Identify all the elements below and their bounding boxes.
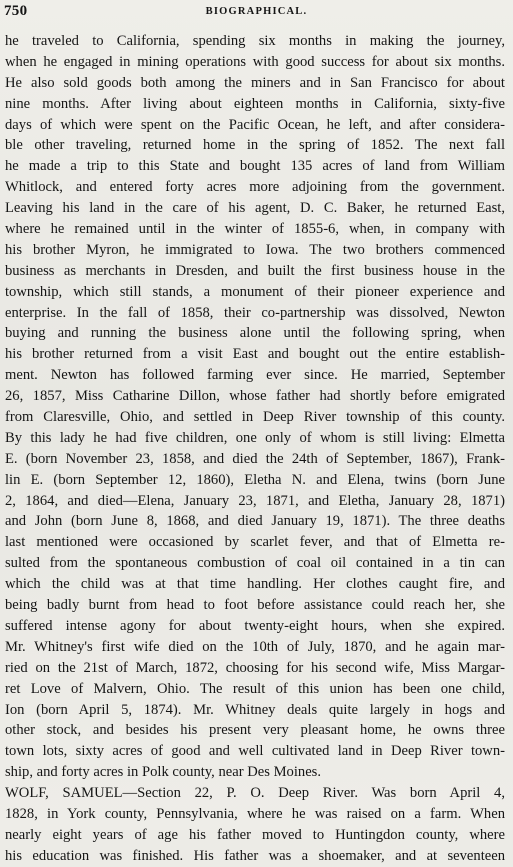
text-line: lin E. (born September 12, 1860), Eletha N. and Elena, twins (born June	[5, 471, 505, 488]
text-line: ship, and forty acres in Polk county, near Des Moines.	[5, 764, 321, 781]
page-header	[4, 3, 509, 19]
text-line: suffered intense agony for about twenty-eight hours, when she expired.	[5, 617, 505, 634]
text-line: He also sold goods both among the miners and in San Francisco for about	[5, 74, 505, 91]
text-line: which the child was at that time handling. Her clothes caught fire, and	[5, 576, 505, 593]
running-head: BIOGRAPHICAL.	[205, 6, 308, 17]
text-line: he traveled to California, spending six months in making the journey,	[5, 33, 505, 49]
text-line: business as merchants in Dresden, and built the first business house in the	[5, 262, 505, 279]
text-line: By this lady he had five children, one only of whom is still living: Elmetta	[5, 429, 505, 446]
text-line: and John (born June 8, 1868, and died January 19, 1871). The three deaths	[5, 513, 505, 530]
text-line: nearly eight years of age his father moved to Huntingdon county, where	[5, 826, 505, 843]
text-line: other stock, and besides his present very pleasant home, he owns three	[5, 722, 505, 739]
text-line: ble other traveling, returned home in the spring of 1852. The next fall	[5, 137, 505, 154]
text-line: days of which were spent on the Pacific Ocean, he left, and after considera-	[5, 116, 505, 133]
text-line: from Claresville, Ohio, and settled in Deep River township of this county.	[5, 409, 505, 426]
text-line: last mentioned were occasioned by scarlet fever, and that of Elmetta re-	[5, 534, 505, 551]
text-line: he made a trip to this State and bought 135 acres of land from William	[5, 158, 505, 175]
text-line: Mr. Whitney's first wife died on the 10th of July, 1870, and he again mar-	[5, 638, 505, 655]
text-line: WOLF, SAMUEL—Section 22, P. O. Deep River. Was born April 4,	[5, 785, 505, 802]
text-line: Ion (born April 5, 1874). Mr. Whitney deals quite largely in hogs and	[5, 701, 505, 718]
body-text	[5, 31, 505, 867]
text-line: ried on the 21st of March, 1872, choosing for his second wife, Miss Margar-	[5, 659, 505, 676]
text-line: his brother returned from a visit East and bought out the entire establish-	[5, 346, 505, 363]
text-line: town lots, sixty acres of good and well cultivated land in Deep River town-	[5, 743, 505, 760]
text-line: 26, 1857, Miss Catharine Dillon, whose father had shortly before emigrated	[5, 388, 505, 405]
text-line: nine months. After living about eighteen months in California, sixty-five	[5, 95, 505, 112]
text-line: 1828, in York county, Pennsylvania, where he was raised on a farm. When	[5, 805, 505, 822]
text-line: his brother Myron, he immigrated to Iowa. The two brothers commenced	[5, 241, 505, 258]
text-line: buying and running the business alone until the following spring, when	[5, 325, 505, 342]
text-line: Leaving his land in the care of his agent, D. C. Baker, he returned East,	[5, 200, 505, 217]
text-line: enterprise. In the fall of 1858, their co-partnership was dissolved, Newton	[5, 304, 505, 321]
text-line: sulted from the spontaneous combustion of coal oil contained in a tin can	[5, 555, 505, 572]
text-line: being badly burnt from head to foot before assistance could reach her, she	[5, 597, 505, 614]
text-line: Whitlock, and entered forty acres more adjoining from the government.	[5, 179, 505, 196]
text-line: when he engaged in mining operations with good success for about six months.	[5, 53, 505, 70]
page-number: 750	[4, 3, 28, 19]
text-line: 2, 1864, and died—Elena, January 23, 1871, and Eletha, January 28, 1871)	[5, 492, 505, 509]
text-line: E. (born November 23, 1858, and died the 24th of September, 1867), Frank-	[5, 450, 505, 467]
text-line: his education was finished. His father was a shoemaker, and at seventeen	[5, 847, 505, 864]
text-line: ret Love of Malvern, Ohio. The result of this union has been one child,	[5, 680, 505, 697]
text-line: ment. Newton has followed farming ever since. He married, September	[5, 367, 505, 384]
text-line: township, which still stands, a monument of their pioneer experience and	[5, 283, 505, 300]
text-line: where he remained until in the winter of 1855-6, when, in company with	[5, 221, 505, 238]
